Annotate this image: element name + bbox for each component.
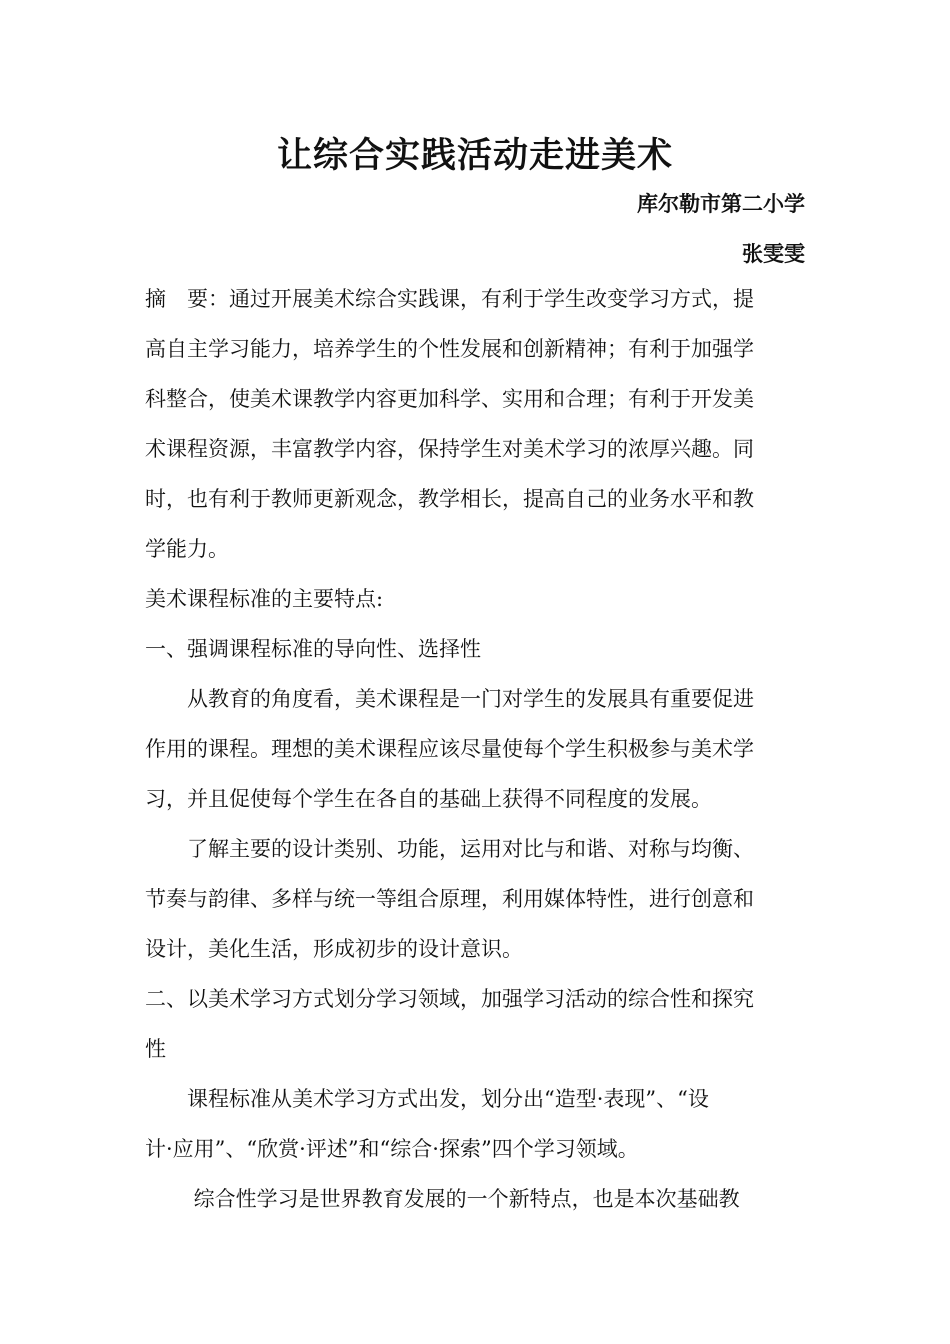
section-heading-1: 一、强调课程标准的导向性、选择性 [145, 637, 481, 661]
text-line: 从教育的角度看，美术课程是一门对学生的发展具有重要促进 [145, 687, 754, 711]
text-line: 时，也有利于教师更新观念，教学相长，提高自己的业务水平和教 [145, 487, 754, 511]
text-line: 作用的课程。理想的美术课程应该尽量使每个学生积极参与美术学 [145, 737, 754, 761]
text-line: 节奏与韵律、多样与统一等组合原理，利用媒体特性，进行创意和 [145, 887, 754, 911]
section-intro: 美术课程标准的主要特点: [145, 587, 384, 611]
section-heading-2: 二、以美术学习方式划分学习领域，加强学习活动的综合性和探究 [145, 987, 754, 1011]
text-line: 了解主要的设计类别、功能，运用对比与和谐、对称与均衡、 [145, 837, 754, 861]
section-heading-2-cont: 性 [145, 1037, 166, 1061]
text-line: 科整合，使美术课教学内容更加科学、实用和合理；有利于开发美 [145, 387, 754, 411]
school-name: 库尔勒市第二小学 [637, 192, 805, 216]
text-line: 高自主学习能力，培养学生的个性发展和创新精神；有利于加强学 [145, 337, 754, 361]
body-text [145, 274, 805, 1224]
text-line: 计·应用”、“欣赏·评述”和“综合·探索”四个学习领域。 [145, 1137, 639, 1161]
text-line: 综合性学习是世界教育发展的一个新特点，也是本次基础教 [145, 1187, 740, 1211]
text-line: 课程标准从美术学习方式出发，划分出“造型·表现”、“设 [145, 1087, 709, 1111]
text-line: 设计，美化生活，形成初步的设计意识。 [145, 937, 523, 961]
text-line: 摘 要：通过开展美术综合实践课，有利于学生改变学习方式，提 [145, 287, 754, 311]
text-line: 术课程资源，丰富教学内容，保持学生对美术学习的浓厚兴趣。同 [145, 437, 754, 461]
document-title: 让综合实践活动走进美术 [276, 136, 673, 176]
text-line: 学能力。 [145, 537, 229, 561]
author-name: 张雯雯 [742, 242, 805, 266]
text-line: 习，并且促使每个学生在各自的基础上获得不同程度的发展。 [145, 787, 712, 811]
